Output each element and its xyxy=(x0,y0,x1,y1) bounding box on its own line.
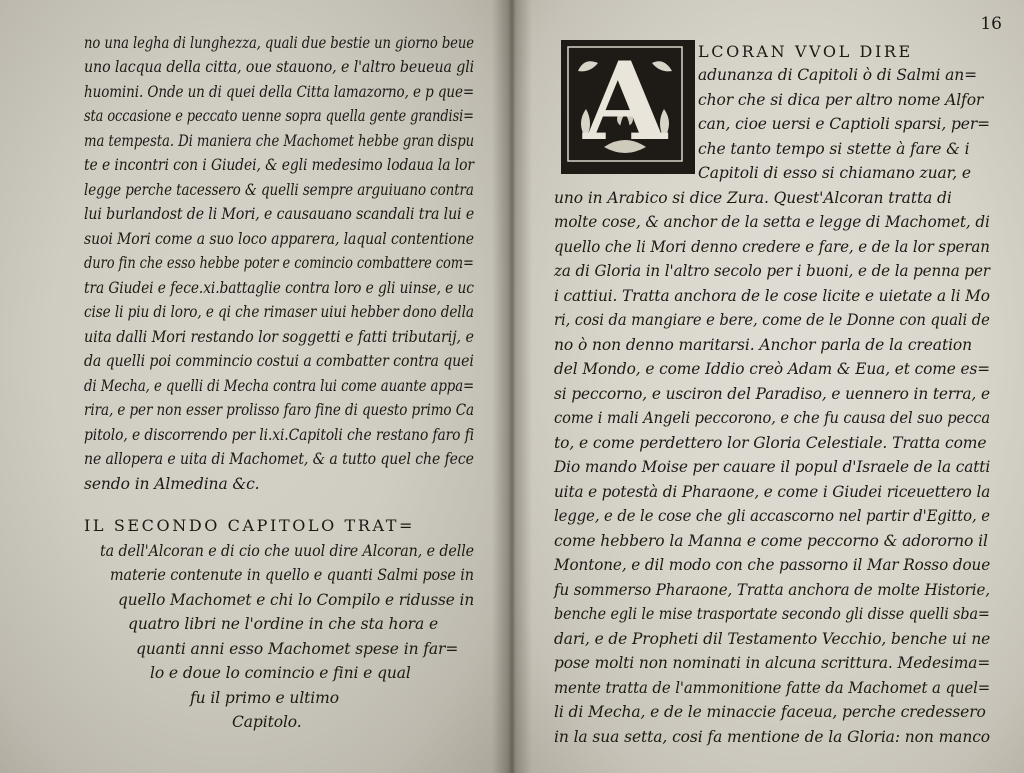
text-line: ne allopera e uita di Machomet, & a tutto quel che fece xyxy=(84,450,474,468)
text-line: uita e potestà di Pharaone, e come i Giudei riceuettero la xyxy=(554,483,991,501)
text-line: in la sua setta, cosi fa mentione de la Gloria: non manco xyxy=(554,728,991,746)
text-line: pose molti non nominati in alcuna scrittura. Medesima= xyxy=(554,654,991,672)
text-line: sendo in Almedina &c. xyxy=(84,475,260,493)
text-line: che tanto tempo si stette à fare & i xyxy=(698,140,970,158)
text-line: te e incontri con i Giudei, & egli medesimo lodaua la lor xyxy=(84,156,474,174)
text-line: di Mecha, e quelli di Mecha contra lui come auante appa= xyxy=(84,377,475,395)
section-line: lo e doue lo comincio e fini e qual xyxy=(150,664,411,682)
text-line: to, e come perdettero lor Gloria Celestiale. Tratta come xyxy=(554,434,987,452)
opening-line: LCORAN VVOL DIRE xyxy=(698,42,913,61)
text-line: can, cioe uersi e Captioli sparsi, per= xyxy=(698,115,991,133)
left-page xyxy=(0,0,510,773)
section-line: quatro libri ne l'ordine in che sta hora e xyxy=(128,615,439,633)
section-line: quanti anni esso Machomet spese in far= xyxy=(136,640,459,658)
text-line: fu sommerso Pharaone, Tratta anchora de molte Historie, xyxy=(554,581,990,599)
text-line: molte cose, & anchor de la setta e legge di Machomet, di xyxy=(554,213,990,231)
page-number: 16 xyxy=(980,14,1002,34)
text-line: del Mondo, e come Iddio creò Adam & Eua, et come es= xyxy=(554,360,991,378)
text-line: chor che si dica per altro nome Alfor xyxy=(698,91,984,109)
text-line: pitolo, e discorrendo per li.xi.Capitoli che restano faro fi xyxy=(84,426,475,444)
text-line: li di Mecha, e de le minaccie faceua, perche credessero xyxy=(554,703,986,721)
section-line: materie contenute in quello e quanti Salmi pose in xyxy=(110,566,474,584)
text-line: Capitoli di esso si chiamano zuar, e xyxy=(698,164,971,182)
text-line: da quelli poi commincio costui a combatter contra quei xyxy=(84,352,474,370)
text-line: no una legha di lunghezza, quali due bestie un giorno beue xyxy=(84,34,474,52)
section-line: ta dell'Alcoran e di cio che uuol dire Alcoran, e delle xyxy=(100,542,475,560)
text-line: dari, e de Propheti dil Testamento Vecchio, benche ui ne xyxy=(554,630,991,648)
text-line: come hebbero la Manna e come peccorno & adororno il xyxy=(554,532,988,550)
text-line: sta occasione e peccato uenne sopra quella gente grandisi= xyxy=(84,107,474,125)
text-line: Dio mando Moise per cauare il popul d'Israele de la catti xyxy=(554,458,991,476)
text-line: no ò non denno maritarsi. Anchor parla de la creation xyxy=(554,336,973,354)
text-line: uno in Arabico si dice Zura. Quest'Alcoran tratta di xyxy=(554,189,952,207)
section-line: fu il primo e ultimo xyxy=(190,689,339,707)
text-line: cise li piu di loro, e qi che rimaser uiui hebber dono della xyxy=(84,303,474,321)
text-line: ma tempesta. Di maniera che Machomet hebbe gran dispu xyxy=(84,132,475,150)
text-line: duro fin che esso hebbe poter e comincio combattere com= xyxy=(84,254,474,272)
text-line: come i mali Angeli peccorono, e che fu causa del suo pecca xyxy=(554,409,991,427)
text-line: uita dalli Mori restando lor soggetti e fatti tributarij, e xyxy=(84,328,474,346)
text-line: huomini. Onde un di quei della Citta lamazorno, e p que= xyxy=(84,83,475,101)
text-line: quello che li Mori denno credere e fare, e de la lor speran xyxy=(554,238,990,256)
text-line: lui burlandost de li Mori, e causauano scandali tra lui e xyxy=(84,205,475,223)
text-line: adunanza di Capitoli ò di Salmi an= xyxy=(698,66,978,84)
text-line: legge, e de le cose che gli accascorno nel partir d'Egitto, e xyxy=(554,507,990,525)
text-line: uno lacqua della citta, oue stauono, e l'altro beueua gli xyxy=(84,58,475,76)
text-line: legge perche tacessero & quelli sempre arguiuano contra xyxy=(84,181,474,199)
section-line: quello Machomet e chi lo Compilo e ridusse in xyxy=(118,591,475,609)
text-line: ri, cosi da mangiare e bere, come de le Donne con quali de xyxy=(554,311,990,329)
text-line: benche egli le mise trasportate secondo gli disse quelli sba= xyxy=(554,605,990,623)
book-gutter xyxy=(492,0,532,773)
text-line: mente tratta de l'ammonitione fatte da Machomet a quel= xyxy=(554,679,991,697)
text-line: Montone, e dil modo con che passorno il Mar Rosso doue xyxy=(554,556,991,574)
text-line: za di Gloria in l'altro secolo per i buoni, e de la penna per xyxy=(554,262,990,280)
section-line: Capitolo. xyxy=(232,713,302,731)
section-heading: IL SECONDO CAPITOLO TRAT= xyxy=(84,516,416,535)
text-line: i cattiui. Tratta anchora de le cose licite e uietate a li Mo xyxy=(554,287,990,305)
decorated-initial xyxy=(561,40,695,174)
text-line: si peccorno, e usciron del Paradiso, e uennero in terra, e xyxy=(554,385,990,403)
text-line: tra Giudei e fece.xi.battaglie contra loro e gli uinse, e uc xyxy=(84,279,474,297)
initial-letter: A xyxy=(583,39,667,165)
text-line: suoi Mori come a suo loco apparera, laqual contentione xyxy=(84,230,474,248)
text-line: rira, e per non esser prolisso faro fine di questo primo Ca xyxy=(84,401,474,419)
